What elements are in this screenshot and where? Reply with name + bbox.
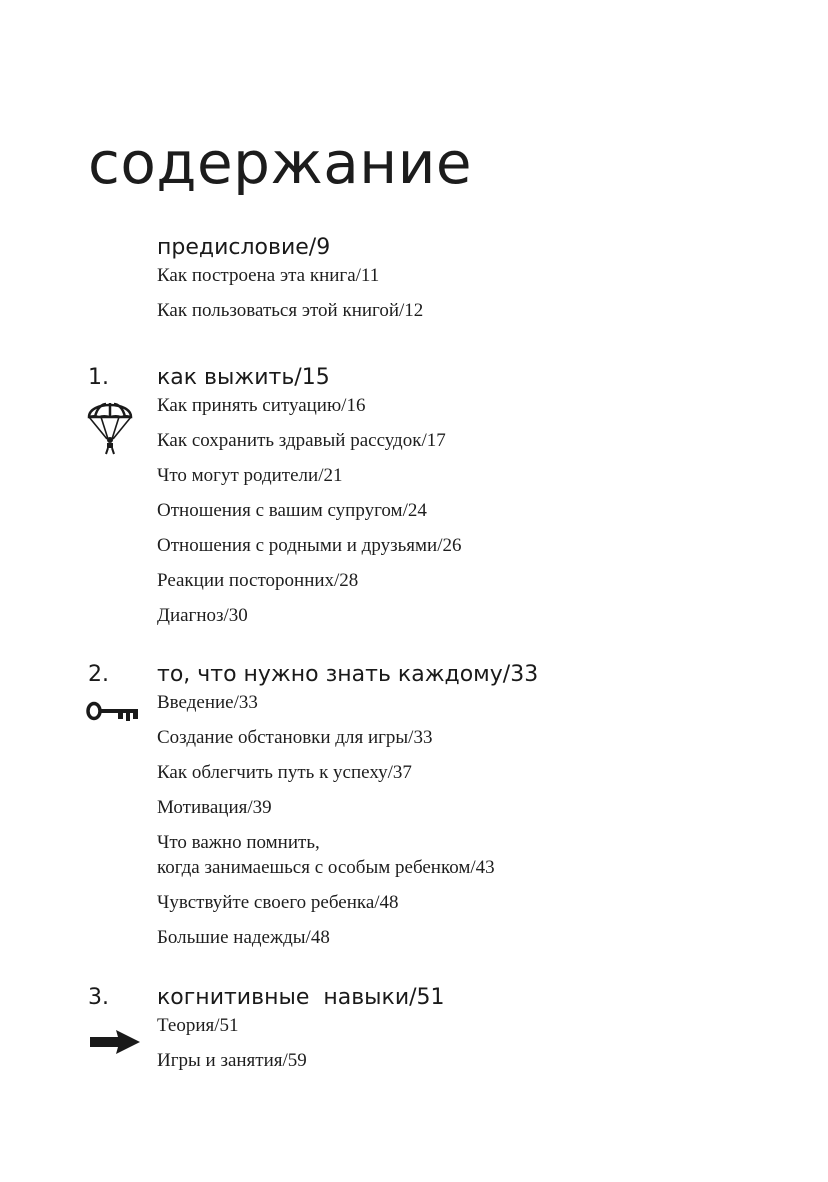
toc-entry-text: Реакции посторонних/28 — [157, 570, 359, 591]
toc-entry-text: Как пользоваться этой книгой/12 — [157, 300, 424, 321]
toc-entry[interactable] — [157, 393, 461, 418]
toc-entry[interactable] — [157, 568, 461, 593]
parachute-icon — [86, 395, 134, 455]
key-icon — [86, 700, 140, 722]
toc-entry[interactable] — [157, 795, 495, 820]
toc-entry-text: Как построена эта книга/11 — [157, 265, 380, 286]
toc-entry-text: Что важно помнить, — [157, 832, 320, 853]
toc-entry-text: Как облегчить путь к успеху/37 — [157, 762, 412, 783]
toc-entry[interactable] — [157, 1048, 307, 1073]
toc-entry[interactable] — [157, 463, 461, 488]
toc-entry-text: Что могут родители/21 — [157, 465, 343, 486]
section-number: 3. — [88, 985, 109, 1010]
toc-entry[interactable] — [157, 690, 495, 715]
toc-entry[interactable] — [157, 263, 423, 288]
toc-entry-text: Чувствуйте своего ребенка/48 — [157, 892, 399, 913]
toc-entry-text: Мотивация/39 — [157, 797, 272, 818]
toc-entry[interactable] — [157, 533, 461, 558]
toc-entry-text: Как принять ситуацию/16 — [157, 395, 366, 416]
section-heading[interactable]: когнитивные навыки/51 — [157, 985, 445, 1010]
section-heading[interactable]: то, что нужно знать каждому/33 — [157, 662, 539, 687]
toc-entry-text: Отношения с родными и друзьями/26 — [157, 535, 462, 556]
toc-entry[interactable] — [157, 760, 495, 785]
section-items — [157, 1013, 307, 1083]
toc-entry-text: Отношения с вашим супругом/24 — [157, 500, 427, 521]
section-items — [157, 263, 423, 333]
arrow-right-icon — [88, 1027, 142, 1057]
toc-entry[interactable] — [157, 725, 495, 750]
toc-entry-text: Теория/51 — [157, 1015, 239, 1036]
toc-entry[interactable] — [157, 1013, 307, 1038]
toc-entry[interactable] — [157, 498, 461, 523]
toc-entry-text: Игры и занятия/59 — [157, 1050, 307, 1071]
toc-entry[interactable] — [157, 428, 461, 453]
section-number: 2. — [88, 662, 109, 687]
toc-entry-text: Введение/33 — [157, 692, 258, 713]
toc-entry-text: Создание обстановки для игры/33 — [157, 727, 433, 748]
section-items — [157, 690, 495, 960]
toc-entry[interactable] — [157, 925, 495, 950]
toc-entry-text: когда занимаешься с особым ребенком/43 — [157, 857, 495, 878]
section-items — [157, 393, 461, 638]
toc-entry-text: Большие надежды/48 — [157, 927, 330, 948]
section-heading[interactable]: предисловие/9 — [157, 235, 331, 260]
toc-entry[interactable] — [157, 830, 495, 880]
toc-entry[interactable] — [157, 890, 495, 915]
toc-entry-text: Как сохранить здравый рассудок/17 — [157, 430, 446, 451]
toc-entry[interactable] — [157, 298, 423, 323]
section-heading[interactable]: как выжить/15 — [157, 365, 330, 390]
toc-entry[interactable] — [157, 603, 461, 628]
section-number: 1. — [88, 365, 109, 390]
page-title: содержание — [88, 129, 473, 197]
toc-entry-text: Диагноз/30 — [157, 605, 248, 626]
